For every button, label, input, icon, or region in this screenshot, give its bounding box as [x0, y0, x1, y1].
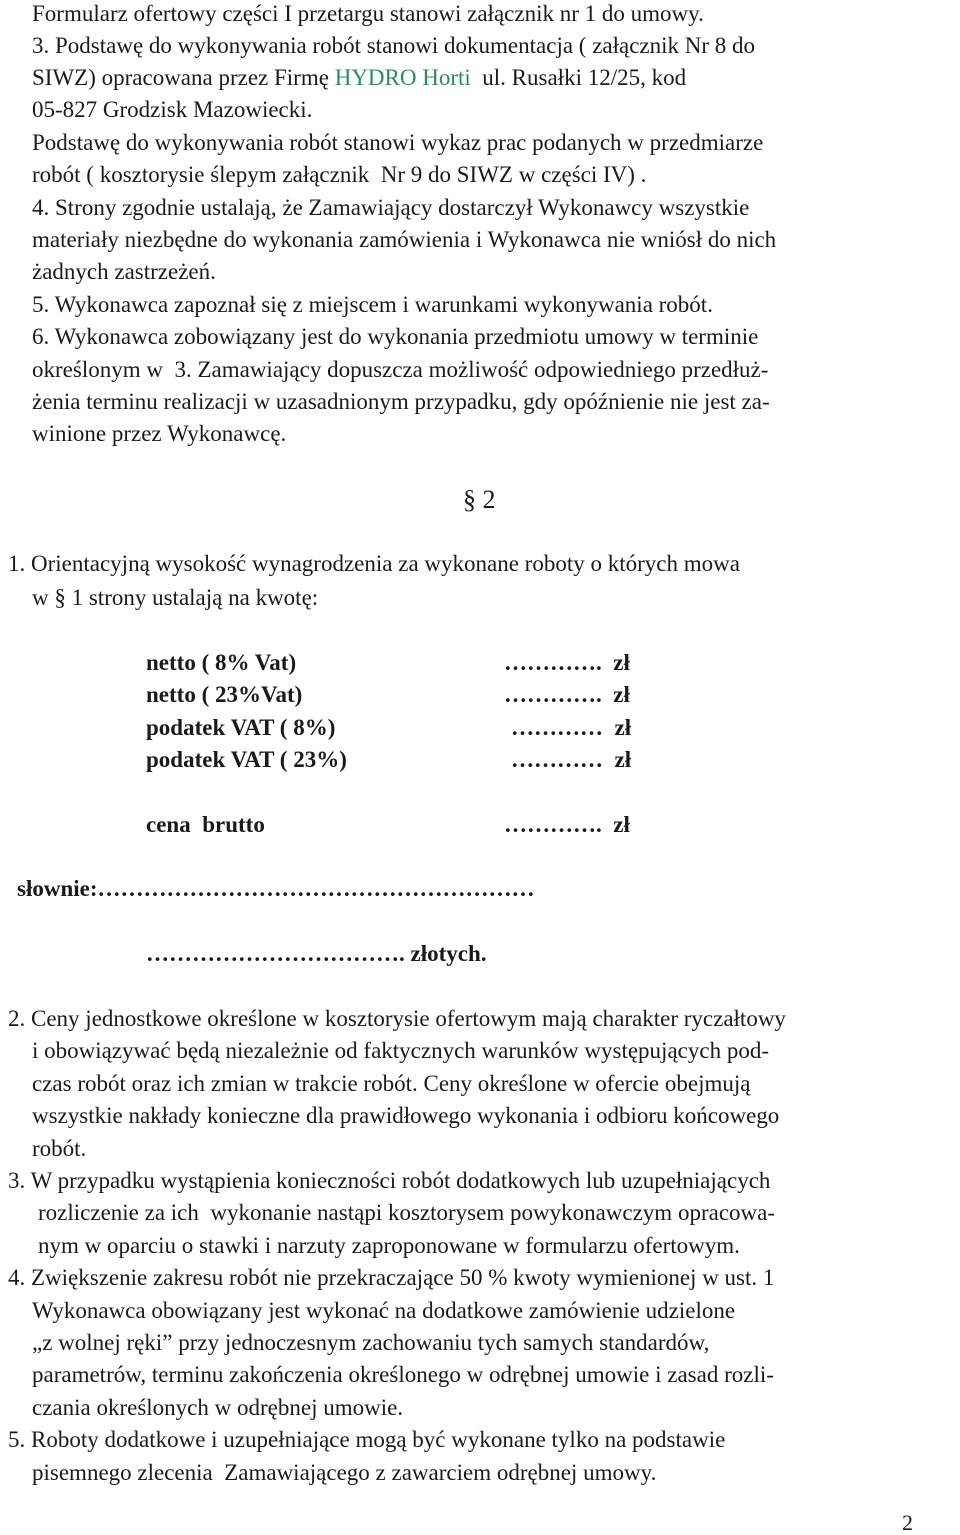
amount-label: cena brutto [146, 812, 265, 837]
paragraph-6-line: określonym w 3. Zamawiający dopuszcza możliwość odpowiedniego przedłuż- [32, 357, 769, 382]
amount-label: podatek VAT ( 23%) [146, 747, 347, 772]
section-2-paragraph-4-line: parametrów, terminu zakończenia określonego w odrębnej umowie i zasad rozli- [32, 1362, 774, 1387]
section-2-paragraph-2-line: robót. [32, 1136, 87, 1161]
section-2-paragraph-3-line: rozliczenie za ich wykonanie nastąpi kosztorysem powykonawczym opracowa- [38, 1200, 775, 1225]
section-2-paragraph-5-line: pisemnego zlecenia Zamawiającego z zawarciem odrębnej umowy. [32, 1460, 657, 1485]
intro-line: Formularz ofertowy części I przetargu stanowi załącznik nr 1 do umowy. [32, 1, 704, 26]
paragraph-6-line: żenia terminu realizacji w uzasadnionym przypadku, gdy opóźnienie nie jest za- [32, 389, 770, 414]
section-2-paragraph-1-line: 1. Orientacyjną wysokość wynagrodzenia za wykonane roboty o których mowa [8, 551, 740, 576]
firm-name-highlight: HYDRO Horti [334, 65, 471, 90]
paragraph-3-line [32, 62, 686, 94]
paragraph-6-line: 6. Wykonawca zobowiązany jest do wykonania przedmiotu umowy w terminie [32, 324, 759, 349]
section-2-paragraph-2-line: wszystkie nakłady konieczne dla prawidłowego wykonania i odbioru końcowego [32, 1103, 780, 1128]
section-2-paragraph-3-line: nym w oparciu o stawki i narzuty zaproponowane w formularzu ofertowym. [38, 1233, 740, 1258]
paragraph-3-line: Podstawę do wykonywania robót stanowi wykaz prac podanych w przedmiarze [32, 130, 764, 155]
amount-value: ………… zł [511, 747, 632, 772]
section-2-paragraph-4-line: 4. Zwiększenie zakresu robót nie przekraczające 50 % kwoty wymienionej w ust. 1 [8, 1265, 775, 1290]
in-words-currency-line: ……………………………. złotych. [146, 941, 487, 966]
firm-text: SIWZ) opracowana przez Firmę [32, 65, 335, 90]
amount-label: netto ( 23%Vat) [146, 682, 303, 707]
firm-address: ul. Rusałki 12/25, kod [470, 65, 687, 90]
amount-label: podatek VAT ( 8%) [146, 715, 336, 740]
amount-value: …………. zł [504, 682, 630, 707]
section-2-paragraph-4-line: czania określonych w odrębnej umowie. [32, 1395, 404, 1420]
page-number: 2 [902, 1510, 913, 1535]
paragraph-5-line: 5. Wykonawca zapoznał się z miejscem i warunkami wykonywania robót. [32, 292, 713, 317]
section-2-paragraph-3-line: 3. W przypadku wystąpienia konieczności robót dodatkowych lub uzupełniających [8, 1168, 771, 1193]
section-2-paragraph-1-line: w § 1 strony ustalają na kwotę: [32, 585, 319, 610]
section-heading: § 2 [463, 485, 496, 514]
paragraph-4-line: żadnych zastrzeżeń. [32, 259, 216, 284]
section-2-paragraph-4-line: „z wolnej ręki” przy jednoczesnym zachowaniu tych samych standardów, [32, 1330, 710, 1355]
amount-value: ………… zł [511, 715, 632, 740]
amount-value: …………. zł [504, 650, 630, 675]
paragraph-4-line: materiały niezbędne do wykonania zamówienia i Wykonawca nie wniósł do nich [32, 227, 777, 252]
paragraph-3-line: robót ( kosztorysie ślepym załącznik Nr 9 do SIWZ w części IV) . [32, 162, 647, 187]
paragraph-4-line: 4. Strony zgodnie ustalają, że Zamawiający dostarczył Wykonawcy wszystkie [32, 195, 750, 220]
amount-value: …………. zł [504, 812, 630, 837]
section-2-paragraph-5-line: 5. Roboty dodatkowe i uzupełniające mogą być wykonane tylko na podstawie [8, 1427, 726, 1452]
section-2-paragraph-4-line: Wykonawca obowiązany jest wykonać na dodatkowe zamówienie udzielone [32, 1298, 736, 1323]
section-2-paragraph-2-line: 2. Ceny jednostkowe określone w kosztorysie ofertowym mają charakter ryczałtowy [8, 1006, 786, 1031]
paragraph-3-line: 05-827 Grodzisk Mazowiecki. [32, 97, 313, 122]
paragraph-3-line: 3. Podstawę do wykonywania robót stanowi dokumentacja ( załącznik Nr 8 do [32, 33, 756, 58]
section-2-paragraph-2-line: i obowiązywać będą niezależnie od faktycznych warunków występujących pod- [32, 1038, 769, 1063]
in-words-line: słownie:………………………………………………… [17, 876, 535, 901]
section-2-paragraph-2-line: czas robót oraz ich zmian w trakcie robót. Ceny określone w ofercie obejmują [32, 1071, 751, 1096]
amount-label: netto ( 8% Vat) [146, 650, 297, 675]
paragraph-6-line: winione przez Wykonawcę. [32, 421, 287, 446]
